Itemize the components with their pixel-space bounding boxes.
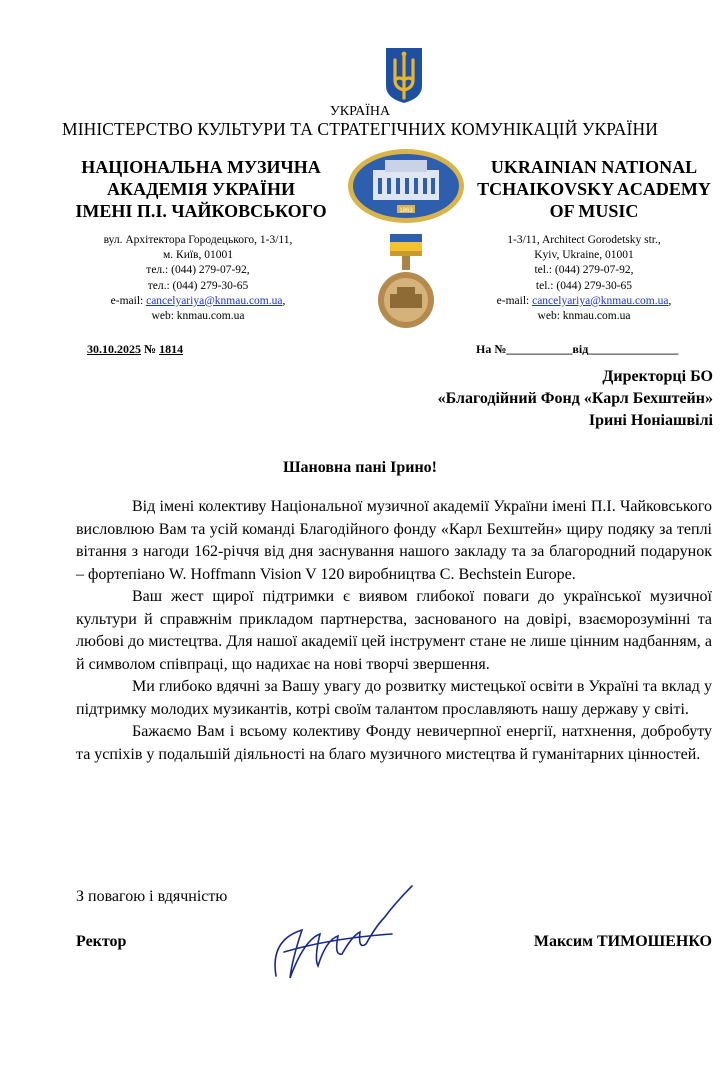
academy-name-en [474, 156, 714, 222]
signature-icon [262, 880, 422, 990]
recipient-block [293, 366, 713, 432]
academy-emblem-icon [345, 148, 467, 342]
academy-name-ua-line: ІМЕНІ П.І. ЧАЙКОВСЬКОГО [75, 201, 327, 221]
academy-name-en-line: UKRAINIAN NATIONAL [490, 157, 698, 177]
letter-date: 30.10.2025 [87, 342, 141, 356]
country-name: УКРАЇНА [329, 104, 391, 119]
email-label: e-mail: [110, 294, 147, 307]
email-line: e-mail: cancelyariya@knmau.com.ua, [110, 294, 286, 307]
body-paragraph: Бажаємо Вам і всьому колективу Фонду невичерпної енергії, натхнення, добробуту та успіхів у подальшій діяльності на благо музичного мистецтва й гуманітарних цінностей. [76, 723, 712, 763]
signer-title: Ректор [76, 933, 127, 950]
address-line: Kyiv, Ukraine, 01001 [534, 249, 634, 262]
phone-line: тел.: (044) 279-07-92, [146, 264, 250, 277]
web-line: web: knmau.com.ua [537, 310, 631, 323]
email-line: e-mail: cancelyariya@knmau.com.ua, [496, 294, 672, 307]
web-line: web: knmau.com.ua [151, 310, 245, 323]
address-line: 1-3/11, Architect Gorodetsky str., [507, 234, 661, 246]
number-sign: № [144, 342, 157, 356]
emblem-year: 1863 [399, 208, 413, 214]
academy-name-ua-line: АКАДЕМІЯ УКРАЇНИ [107, 179, 295, 199]
signer-name: Максим ТИМОШЕНКО [533, 933, 712, 950]
email-label: e-mail: [496, 294, 533, 307]
address-ua [60, 233, 336, 324]
phone-line: tel.: (044) 279-30-65 [535, 279, 633, 292]
outgoing-reference [87, 342, 183, 357]
academy-name-ua-line: НАЦІОНАЛЬНА МУЗИЧНА [81, 157, 321, 177]
email-link[interactable]: cancelyariya@knmau.com.ua [146, 294, 283, 307]
address-line: м. Київ, 01001 [163, 249, 233, 262]
academy-name-en-line: OF MUSIC [549, 201, 639, 221]
body-paragraph: Ваш жест щирої підтримки є виявом глибокої поваги до української музичної культури й справжнім прикладом партнерства, заснованого на довірі, взаєморозумінні та любові до мистецтва. Для нашої академії цей інструмент стане не лише цінним надбанням, а й символом співпраці, що надихає на нові творчі звершення. [76, 588, 712, 673]
academy-name-ua [66, 156, 336, 222]
recipient-line: Директорці БО [602, 368, 713, 385]
email-link[interactable]: cancelyariya@knmau.com.ua [532, 294, 669, 307]
letter-body [76, 496, 712, 766]
closing-phrase: З повагою і вдячністю [76, 888, 228, 905]
phone-line: тел.: (044) 279-30-65 [147, 279, 249, 292]
address-en [470, 233, 698, 324]
recipient-line: «Благодійний Фонд «Карл Бехштейн» [437, 390, 713, 407]
address-line: вул. Архітектора Городецького, 1-3/11, [103, 234, 293, 246]
phone-line: tel.: (044) 279-07-92, [534, 264, 634, 277]
body-paragraph: Від імені колективу Національної музичної академії України імені П.І. Чайковського висловлюю Вам та усій команді Благодійного фонду «Карл Бехштейн» щиру подяку за теплі вітання з нагоди 162-річчя від дня заснування нашого закладу та за благородний подарунок – фортепіано W. Hoffmann Vision V 120 виробництва C. Bechstein Europe. [76, 498, 712, 583]
recipient-line: Ірині Ноніашвілі [588, 412, 713, 429]
body-paragraph: Ми глибоко вдячні за Вашу увагу до розвитку мистецької освіти в Україні та вклад у підтримку молодих музикантів, котрі своїм талантом прославляють нашу державу у світі. [76, 678, 712, 718]
ministry-name: МІНІСТЕРСТВО КУЛЬТУРИ ТА СТРАТЕГІЧНИХ КОМУНІКАЦІЙ УКРАЇНИ [62, 119, 658, 139]
coat-of-arms-icon [384, 46, 424, 104]
greeting: Шановна пані Ірино! [282, 459, 438, 476]
academy-name-en-line: TCHAIKOVSKY ACADEMY [477, 179, 711, 199]
incoming-reference: На №___________від_______________ [476, 342, 679, 356]
letter-number: 1814 [159, 342, 184, 356]
